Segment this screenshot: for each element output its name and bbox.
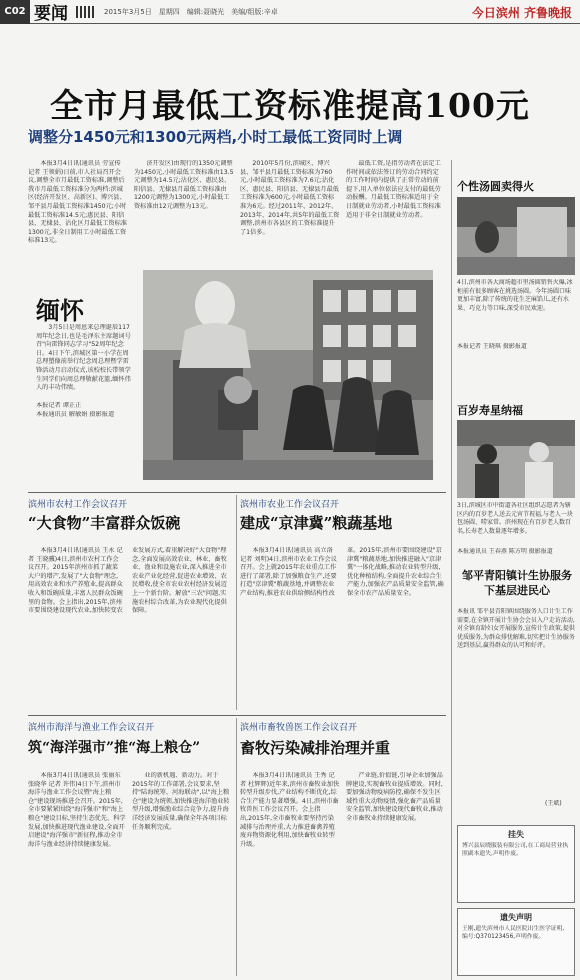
notice-declaration-text: 王刚,遗失滨州市人民医院出生医学证明,编号:Q370123456,声明作废。	[462, 926, 565, 940]
issue-weekday: 星期四	[158, 7, 180, 16]
section-rule-2	[28, 715, 446, 716]
sea-kicker: 滨州市海洋与渔业工作会议召开	[28, 723, 155, 733]
notice-lost	[457, 825, 575, 903]
masthead	[0, 0, 580, 24]
column-rule-1	[236, 495, 237, 710]
memorial-title: 缅怀	[36, 296, 84, 325]
sidebar-item1-text: 4日,滨州市各大商场超市里汤圆销售火爆,冰柜前有很多顾客在挑选汤圆。今年汤圆口味更加丰富,除了传统的花生芝麻馅儿,还有水果、巧克力等口味,深受市民欢迎。	[457, 279, 573, 312]
agri-dept-kicker: 滨州市农业工作会议召开	[240, 500, 340, 510]
notice-declaration-title: 遗失声明	[500, 913, 532, 922]
livestock-text-2: 产业链,价值链,引导企业加强品牌建设,实现畜牧业提质增效。同时,要加强动物疫病防控,确保不发生区域性重大动物疫情,强化畜产品质量安全监管,加快建设现代畜牧业,推动全市畜牧业持续健康发展。	[346, 772, 443, 822]
memorial-credit-2: 本报通讯员 解敏娟 摄影报道	[36, 411, 115, 418]
livestock-title: 畜牧污染减排治理并重	[240, 739, 391, 757]
agri-work-kicker: 滨州市农村工作会议召开	[28, 500, 128, 510]
notice-lost-text: 博兴县辰晓服装有限公司,在工商局营业执照副本遗失,声明作废。	[462, 843, 569, 857]
designer-credit: 美编/组版:辛卓	[231, 7, 278, 16]
agri-work-title: “大食物”丰富群众饭碗	[28, 514, 181, 532]
lead-article-col4: 最低工资,是指劳动者在法定工作时间或依法签订的劳动合同约定的工作时间内提供了正常劳动的前提下,用人单位依法应支付的最低劳动报酬。月最低工资标准适用于全日制就业劳动者,小时最低工资标准适用于非全日制就业劳动者。	[346, 160, 441, 219]
editor-credit: 编辑:聂晓光	[186, 7, 225, 16]
notice-lost-title: 挂失	[508, 830, 524, 839]
main-subhead: 调整分1450元和1300元两档,小时工最低工资同时上调	[28, 128, 403, 146]
memorial-photo	[143, 270, 433, 480]
sidebar-item2-title: 百岁寿星纳福	[457, 404, 523, 417]
centenarian-photo-image	[457, 420, 575, 498]
sidebar-rule	[451, 160, 452, 980]
sea-text: 本报3月4日讯(通讯员 张丽东 张晓华 记者 许伟)4日下午,滨州市海洋与渔业工作会议暨"海上粮仓"建设现场推进会召开。2015年,全市要紧紧围绕"海洋强市"和"海上粮仓"建设目标,坚持生态优先、科学发展,加快推进现代渔业建设,全面开启建设"海洋强市"新征程,推动全市海洋与渔业经济持续健康发展。	[28, 772, 126, 848]
tangyuan-photo-image	[457, 197, 575, 275]
memorial-photo-image	[143, 270, 433, 480]
sidebar-item3-title: 邹平青阳镇计生协服务下基层进民心	[462, 569, 572, 597]
sidebar-item1-credit: 本报记者 王晓琪 摄影报道	[457, 343, 527, 350]
page-number: C02	[0, 0, 30, 24]
memorial-credit-1: 本报记者 谭正正	[36, 402, 82, 409]
agri-dept-title: 建成“京津冀”粮蔬基地	[240, 514, 393, 532]
sidebar-photo-2	[457, 420, 575, 498]
memorial-text: 3月5日是周恩来总理诞辰117周年纪念日,也是毛泽东主席题词号召"向雷锋同志学习"52周年纪念日。4日下午,滨城区第一小学在周总理塑像前举行纪念周总理暨学雷锋活动月启动仪式,该校校长带领学生同学们向周总理敬献花篮,缅怀伟人的丰功伟绩。	[36, 324, 131, 392]
livestock-text: 本报3月4日讯(通讯员 王秀 记者 杜辉辉)近年来,滨州市畜牧业加快转型升级步伐,产业结构不断优化,综合生产能力显著增强。4日,滨州市畜牧兽医工作会议召开。会上指出,2015年,全市畜牧业要坚持污染减排与治理并重,大力推进畜禽养殖废弃物资源化利用,加快畜牧业转型升级。	[240, 772, 340, 848]
lead-article-col3: 2010年5月份,滨城区、博兴县、邹平县月最低工资标准为760元,小时最低工资标准为7.6元;沾化区、惠民县、阳信县、无棣县月最低工资标准为600元,小时最低工资标准为6元。经过2011年、2012年、2013年、2014年,共5年的最低工资调整,滨州市各县区的工资标准提升了1倍多。	[240, 160, 340, 236]
notice-declaration	[457, 908, 575, 976]
masthead-ornament	[76, 6, 96, 18]
agri-dept-text: 本报3月4日讯(通讯员 高立洛 记者 刘明)4日,滨州市农业工作会议召开。会上就2015年农业重点工作进行了部署,除了加强粮食生产,还要打造"京津冀"粮蔬基地,并调整农业产业结构,推进农业供给侧结构性改革。2015年,滨州市要围绕建设"京津冀"粮蔬基地,加快推进融入"京津冀"一体化战略,推动农业转型升级,优化种植结构,全面提升农业综合生产能力,加强农产品质量安全监管,确保全市农产品质量安全。	[240, 547, 444, 597]
sidebar-item3-credit: (王斌)	[545, 800, 562, 807]
sidebar-photo-1	[457, 197, 575, 275]
sidebar-item2-text: 3日,滨城区市中街道各社区组织志愿者为辖区内的百岁老人送去元宵节祝福,与老人一块包汤圆、唠家常。滨州现在有百岁老人数百名,长寿老人数量逐年增多。	[457, 502, 573, 535]
masthead-meta	[104, 7, 278, 17]
lead-article-col1: 本报3月4日讯(通讯员 劳宣传 记者 王领娟)日前,市人社局召开会议,调整全市月最低工资标准,调整后我市月最低工资标准分为两档:滨城区(经济开发区、高新区)、博兴县、邹平县月最低工资标准1450元;小时最低工资标准14.5元;惠民县、阳信县、无棣县、沾化区月最低工资标准1300元,非全日制用工小时最低工资标准13元。	[28, 160, 127, 245]
section-title: 要闻	[34, 4, 68, 24]
sea-text-2: 业的新机遇、新动力。对于2015年的工作部署,会议要求,坚持"陆海统筹、河海联动",以"海上粮仓"建设为统领,加快推进海洋渔业转型升级,增强渔业综合竞争力,提升海洋经济发展质量,确保全年各项目标任务顺利完成。	[132, 772, 230, 831]
column-rule-2	[236, 718, 237, 976]
issue-date: 2015年3月5日	[104, 7, 152, 16]
agri-work-text: 本报3月4日讯(通讯员 王永 记者 王晓骥)4日,滨州市农村工作会议召开。2015年滨州市抓了蔬菜大户的增产,发展了"大食物"理念,用高效农业和水产养殖业,提高群众收入和饭碗质量,丰富人民群众饭碗里的食物。会上指出,2015年,滨州市要围绕建设现代农业,加快转变农业发展方式,着重解决好"大食物"理念,全面发展高效农业、林业、畜牧业、渔业和设施农业,深入推进全市农业产业化经营,促进农业增效、农民增收,使全市农业农村经济发展迈上一个新台阶。解放"三农"问题,实施农村综合改革,为农业现代化提供保障。	[28, 547, 227, 615]
livestock-kicker: 滨州市畜牧兽医工作会议召开	[240, 723, 358, 733]
lead-article-col2: 济开发区)由现行的1350元调整为1450元,小时最低工资标准由13.5元调整为14.5元;沾化区、惠民县、阳信县、无棣县月最低工资标准由1200元调整为1300元,小时最低工资标准由12元调整为13元。	[134, 160, 234, 210]
sea-title: 筑“海洋强市”推“海上粮仓”	[28, 740, 201, 756]
sidebar-item2-credit: 本报通讯员 王春燕 陈方明 摄影报道	[457, 548, 553, 555]
newspaper-logo: 今日滨州 齐鲁晚报	[471, 6, 572, 20]
main-headline: 全市月最低工资标准提高100元	[50, 86, 530, 125]
sidebar-item3-text: 本报讯 邹平县青阳镇围绕服务人口计生工作需要,在全镇开展计生协会会员入户走访活动,对全镇育龄妇女开展服务,宣传计生政策,提供优质服务,为群众排忧解难,切实把计生协服务送到基层,赢得群众的认可和好评。	[457, 608, 575, 649]
sidebar-item1-title: 个性汤圆卖得火	[457, 180, 534, 193]
section-rule-1	[28, 492, 446, 493]
